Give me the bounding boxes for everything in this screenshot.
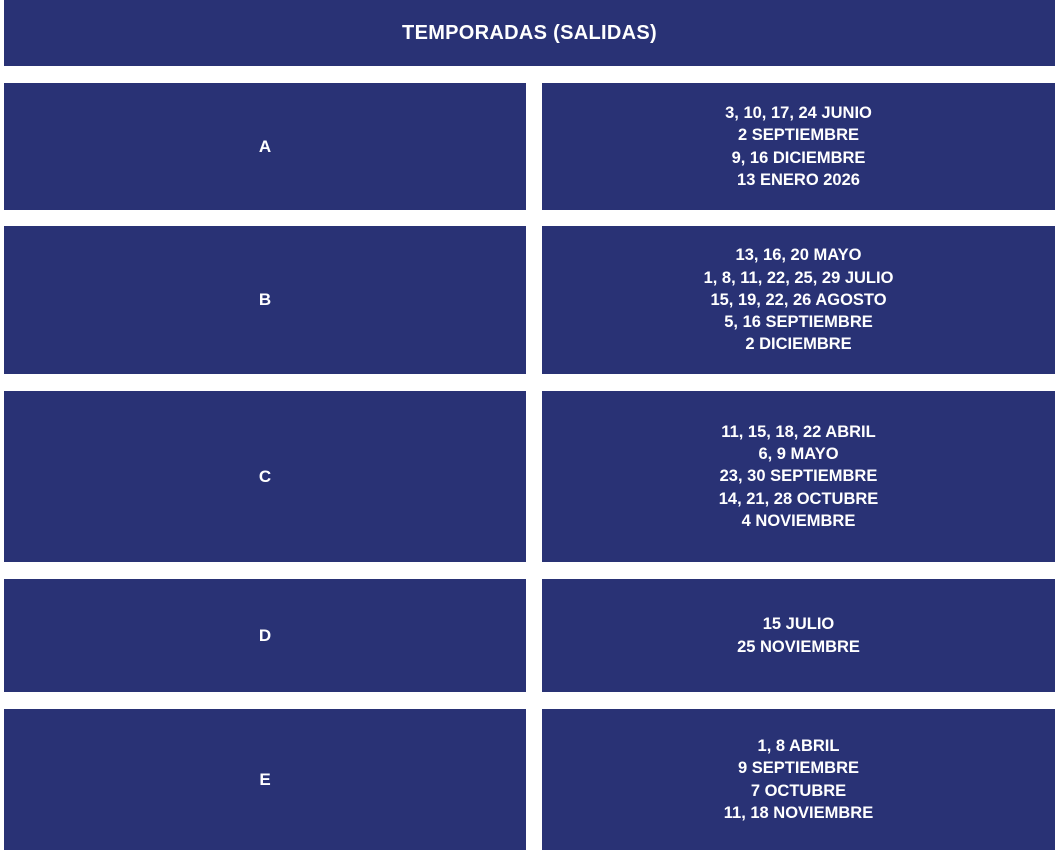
season-label-cell: [4, 226, 526, 374]
date-line: 15, 19, 22, 26 AGOSTO: [710, 290, 887, 309]
date-line: 3, 10, 17, 24 JUNIO: [725, 103, 872, 122]
date-line: 11, 18 NOVIEMBRE: [723, 803, 874, 822]
date-line: 2 SEPTIEMBRE: [737, 126, 860, 145]
date-line: 5, 16 SEPTIEMBRE: [724, 313, 873, 332]
season-label: C: [258, 466, 272, 486]
season-label-cell: [4, 579, 526, 692]
date-line: 9, 16 DICIEMBRE: [731, 148, 866, 167]
date-line: 1, 8, 11, 22, 25, 29 JULIO: [703, 268, 894, 287]
season-dates-cell: [542, 83, 1055, 210]
table-title: TEMPORADAS (SALIDAS): [402, 21, 657, 44]
date-line: 6, 9 MAYO: [758, 445, 839, 464]
date-line: 2 DICIEMBRE: [745, 335, 852, 354]
season-label-cell: [4, 709, 526, 850]
date-line: 13, 16, 20 MAYO: [735, 246, 862, 265]
season-label-cell: [4, 83, 526, 210]
date-line: 23, 30 SEPTIEMBRE: [719, 467, 878, 486]
season-dates-cell: [542, 391, 1055, 562]
date-line: 1, 8 ABRIL: [757, 736, 840, 755]
season-label: E: [259, 769, 271, 789]
date-line: 11, 15, 18, 22 ABRIL: [721, 422, 876, 441]
date-line: 7 OCTUBRE: [750, 781, 847, 800]
season-dates-cell: [542, 709, 1055, 850]
season-dates-cell: [542, 226, 1055, 374]
date-line: 25 NOVIEMBRE: [737, 637, 860, 656]
date-line: 4 NOVIEMBRE: [741, 511, 856, 530]
season-dates-cell: [542, 579, 1055, 692]
season-label: D: [258, 625, 272, 645]
season-label: B: [258, 290, 272, 309]
date-line: 14, 21, 28 OCTUBRE: [718, 489, 879, 508]
table-header: [4, 0, 1055, 66]
date-line: 13 ENERO 2026: [737, 170, 860, 189]
date-line: 15 JULIO: [762, 615, 835, 634]
season-label-cell: [4, 391, 526, 562]
season-label: A: [258, 136, 272, 156]
date-line: 9 SEPTIEMBRE: [737, 759, 860, 778]
